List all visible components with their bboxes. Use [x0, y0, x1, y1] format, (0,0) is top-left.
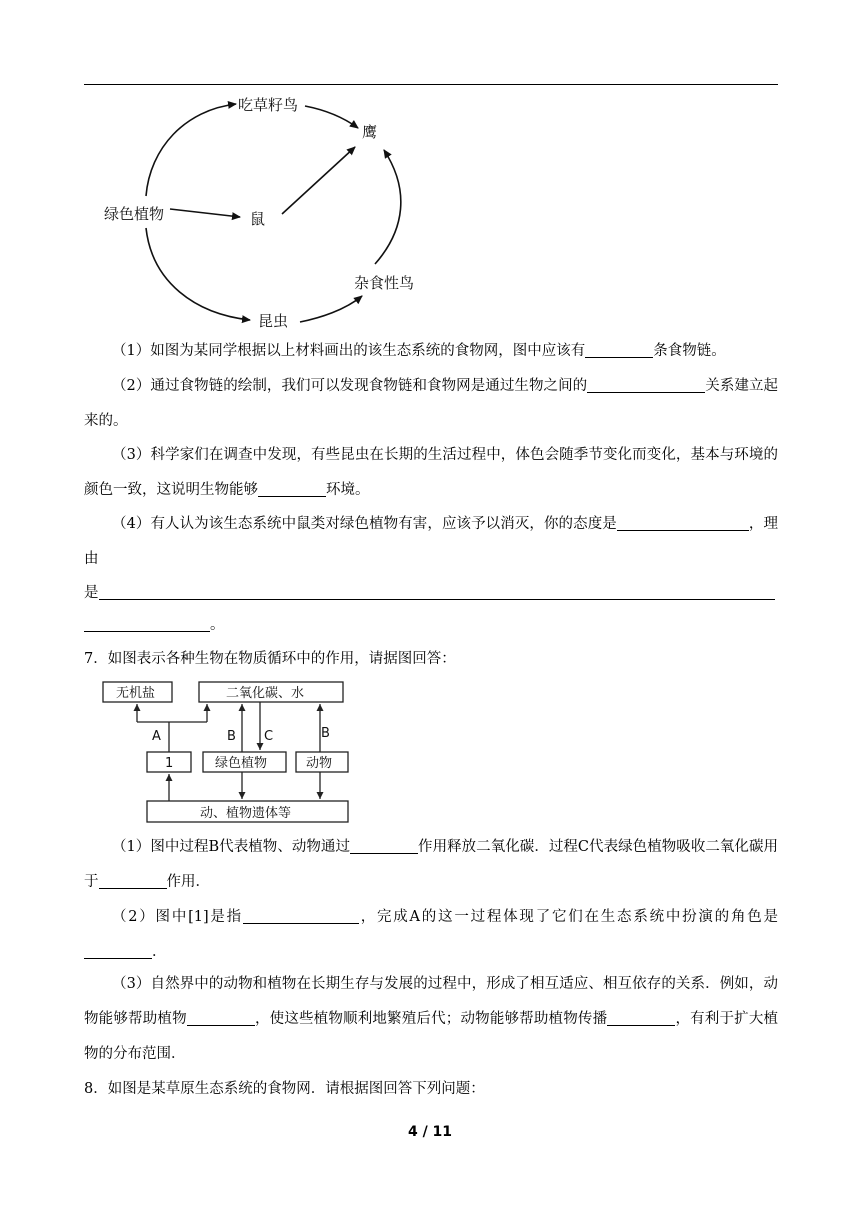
label-process-a: A	[152, 729, 161, 744]
node-omnivore-bird: 杂食性鸟	[354, 274, 415, 292]
label-process-b1: B	[227, 729, 236, 744]
q6-part2: （2）通过食物链的绘制，我们可以发现食物链和食物网是通过生物之间的 关系建立起来的。	[84, 378, 779, 429]
q6-part4-reason: 是	[84, 576, 778, 611]
answer-blank[interactable]	[187, 1010, 255, 1026]
node-seed-bird: 吃草籽鸟	[238, 96, 299, 114]
node-mouse: 鼠	[250, 210, 266, 228]
label-inorganic-salt: 无机盐	[116, 686, 156, 701]
answer-blank[interactable]	[350, 838, 418, 854]
node-insect: 昆虫	[258, 312, 289, 330]
label-animals: 动物	[306, 756, 333, 771]
q6-part4-reason-cont: 。	[84, 608, 778, 643]
answer-blank[interactable]	[243, 908, 359, 924]
label-co2-water: 二氧化碳、水	[226, 686, 305, 701]
label-process-c: C	[264, 729, 274, 744]
label-box-1: 1	[165, 756, 174, 771]
q6-part1: （1）如图为某同学根据以上材料画出的该生态系统的食物网，图中应该有 条食物链。	[112, 343, 726, 359]
q7-title: 7．如图表示各种生物在物质循环中的作用，请据图回答：	[84, 651, 456, 667]
node-plants: 绿色植物	[104, 205, 165, 223]
label-green-plants: 绿色植物	[215, 756, 268, 771]
label-process-b2: B	[321, 726, 330, 741]
answer-blank[interactable]	[99, 873, 167, 889]
node-hawk: 鹰	[362, 123, 378, 141]
label-remains: 动、植物遗体等	[200, 806, 292, 821]
q6-part3: （3）科学家们在调查中发现，有些昆虫在长期的生活过程中，体色会随季节变化而变化，基本与环境的颜色一致，这说明生物能够 环境。	[84, 447, 778, 498]
answer-blank[interactable]	[84, 943, 152, 959]
q8-title: 8．如图是某草原生态系统的食物网．请根据图回答下列问题：	[84, 1081, 485, 1097]
q6-part4: （4）有人认为该生态系统中鼠类对绿色植物有害，应该予以消灭，你的态度是 ，理由	[84, 516, 778, 567]
q7-part1: （1）图中过程B代表植物、动物通过 作用释放二氧化碳．过程C代表绿色植物吸收二氧化碳用于 作用．	[84, 839, 778, 890]
page-number: 4 / 11	[407, 1124, 453, 1140]
answer-blank[interactable]	[607, 1010, 675, 1026]
q7-part2: （2）图中[1]是指 ，完成A的这一过程体现了它们在生态系统中扮演的角色是．	[84, 900, 778, 970]
q7-part3: （3）自然界中的动物和植物在长期生存与发展的过程中，形成了相互适应、相互依存的关系．例如，动物能够帮助植物 ，使这些植物顺利地繁殖后代；动物能够帮助植物传播 ，有利于扩大植物的分布范围．	[84, 976, 779, 1062]
